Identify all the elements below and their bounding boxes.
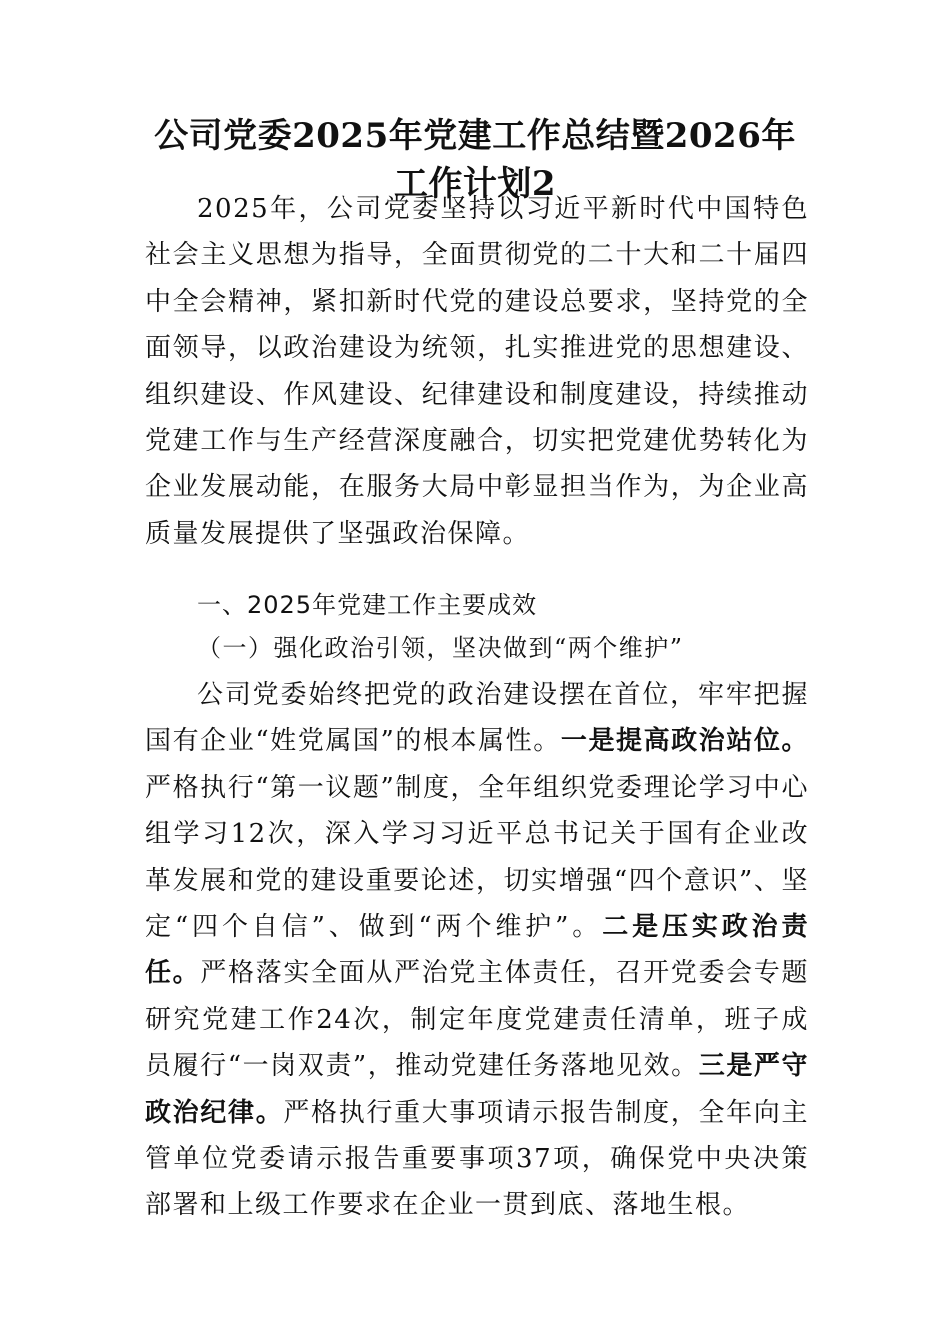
paragraph-lead: 公司党委始终把党的政治建设摆在首位，牢牢把握国有企业“姓党属国”的根本属性。 (145, 680, 809, 757)
intro-paragraph: 2025年，公司党委坚持以习近平新时代中国特色社会主义思想为指导，全面贯彻党的二十大和二十届四中全会精神，紧扣新时代党的建设总要求，坚持党的全面领导，以政治建设为统领，扎实推进党的思想建设、组织建设、作风建设、纪律建设和制度建设，持续推动党建工作与生产经营深度融合，切实把党建优势转化为企业发展动能，在服务大局中彰显担当作为，为企业高质量发展提供了坚强政治保障。 (145, 194, 809, 549)
subsection-paragraph (145, 672, 809, 1229)
point-3-text: 严格执行重大事项请示报告制度，全年向主管单位党委请示报告重要事项37项，确保党中央决策部署和上级工作要求在企业一贯到底、落地生根。 (145, 1097, 809, 1221)
point-2-label: 二是压实政治责任。 (145, 912, 809, 989)
section-heading: 一、2025年党建工作主要成效 (197, 591, 538, 619)
document-title: 公司党委2025年党建工作总结暨2026年工作计划2 (154, 116, 796, 204)
point-2-text: 严格落实全面从严治党主体责任，召开党委会专题研究党建工作24次，制定年度党建责任清单，班子成员履行“一岗双责”，推动党建任务落地见效。 (145, 958, 809, 1082)
point-1-text: 严格执行“第一议题”制度，全年组织党委理论学习中心组学习12次，深入学习习近平总书记关于国有企业改革发展和党的建设重要论述，切实增强“四个意识”、坚定“四个自信”、做到“两个维护”。 (145, 772, 809, 943)
point-3-label: 三是严守政治纪律。 (145, 1051, 809, 1128)
subsection-heading: （一）强化政治引领，坚决做到“两个维护” (197, 634, 684, 662)
point-1-label: 一是提高政治站位。 (560, 726, 809, 757)
